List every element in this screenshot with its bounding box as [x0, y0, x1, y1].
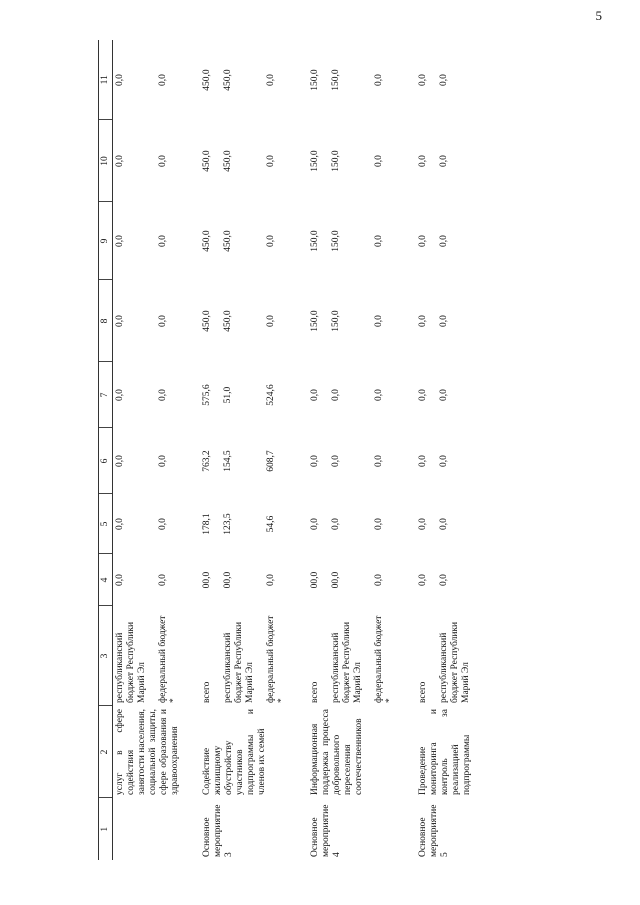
table-row: [200, 40, 221, 860]
value-cell: 0,0: [158, 574, 168, 586]
budget-table: [98, 40, 492, 860]
measure-description-cell: Информационная поддержка процесса добровольного переселения соотечественников: [310, 709, 364, 795]
value-cell: 0,0: [266, 155, 276, 167]
funding-source-cell: республиканский бюджет Республики Марий Эл: [439, 621, 471, 703]
column-header: 6: [99, 428, 113, 494]
measure-name-cell: Основное мероприятие 3: [202, 804, 234, 857]
value-cell: 0,0: [266, 74, 276, 86]
funding-source-cell: всего: [310, 681, 320, 703]
value-cell: 450,0: [223, 69, 233, 91]
value-cell: 0,0: [115, 315, 125, 327]
value-cell: 0,0: [374, 235, 384, 247]
funding-source-cell: федеральный бюджет *: [266, 615, 287, 703]
value-cell: 0,0: [331, 518, 341, 530]
value-cell: 0,0: [158, 235, 168, 247]
value-cell: 0,0: [310, 389, 320, 401]
value-cell: 450,0: [223, 310, 233, 332]
page-number: 5: [595, 8, 602, 23]
measure-name-cell: Основное мероприятие 5: [418, 804, 450, 857]
value-cell: 54,6: [266, 515, 276, 533]
value-cell: 0,0: [115, 574, 125, 586]
value-cell: 150,0: [310, 150, 320, 172]
value-cell: 0,0: [266, 315, 276, 327]
funding-source-cell: федеральный бюджет *: [374, 615, 395, 703]
value-cell: 450,0: [202, 230, 212, 252]
value-cell: 150,0: [331, 69, 341, 91]
row-spacer: [404, 40, 416, 860]
value-cell: 0,0: [115, 389, 125, 401]
value-cell: 0,0: [374, 155, 384, 167]
value-cell: 0,0: [418, 518, 428, 530]
spacer-cell: [296, 40, 308, 860]
spacer-cell: [404, 40, 416, 860]
funding-source-cell: республиканский бюджет Республики Марий Эл: [223, 621, 255, 703]
value-cell: 450,0: [202, 69, 212, 91]
value-cell: 150,0: [331, 310, 341, 332]
row-spacer: [188, 40, 200, 860]
value-cell: 0,0: [374, 574, 384, 586]
value-cell: 0,0: [439, 518, 449, 530]
value-cell: 0,0: [310, 518, 320, 530]
measure-description-cell: Содействие жилищному обустройству участников подпрограммы и членов их семей: [202, 709, 267, 795]
value-cell: 178,1: [202, 513, 212, 535]
value-cell: 00,0: [331, 571, 341, 589]
value-cell: 0,0: [158, 389, 168, 401]
funding-source-cell: всего: [202, 681, 212, 703]
value-cell: 524,6: [266, 384, 276, 406]
value-cell: 763,2: [202, 450, 212, 472]
value-cell: 0,0: [115, 74, 125, 86]
value-cell: 0,0: [158, 455, 168, 467]
row-spacer: [480, 40, 492, 860]
value-cell: 51,0: [223, 386, 233, 404]
value-cell: 0,0: [115, 155, 125, 167]
table-row: [416, 40, 437, 860]
value-cell: 0,0: [115, 518, 125, 530]
column-header: 9: [99, 202, 113, 280]
value-cell: 0,0: [439, 155, 449, 167]
column-header: 5: [99, 494, 113, 554]
value-cell: 0,0: [331, 389, 341, 401]
value-cell: 608,7: [266, 450, 276, 472]
value-cell: 00,0: [202, 571, 212, 589]
value-cell: 0,0: [266, 574, 276, 586]
value-cell: 00,0: [310, 571, 320, 589]
value-cell: 575,6: [202, 384, 212, 406]
spacer-cell: [480, 40, 492, 860]
value-cell: 0,0: [418, 389, 428, 401]
column-header: 8: [99, 280, 113, 362]
value-cell: 0,0: [374, 74, 384, 86]
value-cell: 450,0: [223, 230, 233, 252]
value-cell: 00,0: [223, 571, 233, 589]
column-header: 1: [99, 798, 113, 860]
value-cell: 0,0: [158, 315, 168, 327]
measure-description-cell: услуг в сфере содействия занятости населения, социальной защиты, сфере образования и здравоохранения: [115, 709, 180, 795]
value-cell: 0,0: [418, 74, 428, 86]
column-header: 10: [99, 120, 113, 202]
funding-source-cell: федеральный бюджет *: [158, 615, 179, 703]
value-cell: 150,0: [331, 230, 341, 252]
measure-name-cell: [113, 798, 189, 860]
value-cell: 0,0: [418, 574, 428, 586]
value-cell: 150,0: [310, 69, 320, 91]
table-row: [308, 40, 329, 860]
value-cell: 154,5: [223, 450, 233, 472]
column-number-row: [99, 40, 113, 860]
value-cell: 150,0: [310, 310, 320, 332]
value-cell: 450,0: [202, 150, 212, 172]
value-cell: 0,0: [418, 455, 428, 467]
column-header: 3: [99, 606, 113, 706]
column-header: 11: [99, 40, 113, 120]
value-cell: 0,0: [158, 518, 168, 530]
value-cell: 0,0: [374, 455, 384, 467]
rotated-table-area: [98, 40, 613, 860]
measure-description-cell: Проведение мониторинга и контроль за реализацией подпрограммы: [418, 709, 472, 795]
value-cell: 0,0: [115, 235, 125, 247]
value-cell: 0,0: [374, 518, 384, 530]
column-header: 2: [99, 706, 113, 798]
value-cell: 0,0: [418, 235, 428, 247]
funding-source-cell: всего: [418, 681, 428, 703]
value-cell: 0,0: [374, 315, 384, 327]
funding-source-cell: республиканский бюджет Республики Марий Эл: [115, 621, 147, 703]
funding-source-cell: республиканский бюджет Республики Марий Эл: [331, 621, 363, 703]
spacer-cell: [188, 40, 200, 860]
value-cell: 0,0: [374, 389, 384, 401]
value-cell: 0,0: [331, 455, 341, 467]
table-row: [113, 40, 157, 860]
value-cell: 0,0: [158, 74, 168, 86]
value-cell: 0,0: [439, 574, 449, 586]
value-cell: 0,0: [439, 74, 449, 86]
value-cell: 0,0: [310, 455, 320, 467]
row-spacer: [296, 40, 308, 860]
column-header: 4: [99, 554, 113, 606]
value-cell: 0,0: [439, 389, 449, 401]
value-cell: 0,0: [439, 455, 449, 467]
value-cell: 150,0: [310, 230, 320, 252]
value-cell: 0,0: [266, 235, 276, 247]
value-cell: 0,0: [418, 315, 428, 327]
value-cell: 450,0: [223, 150, 233, 172]
column-header: 7: [99, 362, 113, 428]
value-cell: 150,0: [331, 150, 341, 172]
value-cell: 123,5: [223, 513, 233, 535]
value-cell: 0,0: [439, 235, 449, 247]
value-cell: 450,0: [202, 310, 212, 332]
measure-name-cell: Основное мероприятие 4: [310, 804, 342, 857]
value-cell: 0,0: [115, 455, 125, 467]
value-cell: 0,0: [418, 155, 428, 167]
value-cell: 0,0: [158, 155, 168, 167]
value-cell: 0,0: [439, 315, 449, 327]
